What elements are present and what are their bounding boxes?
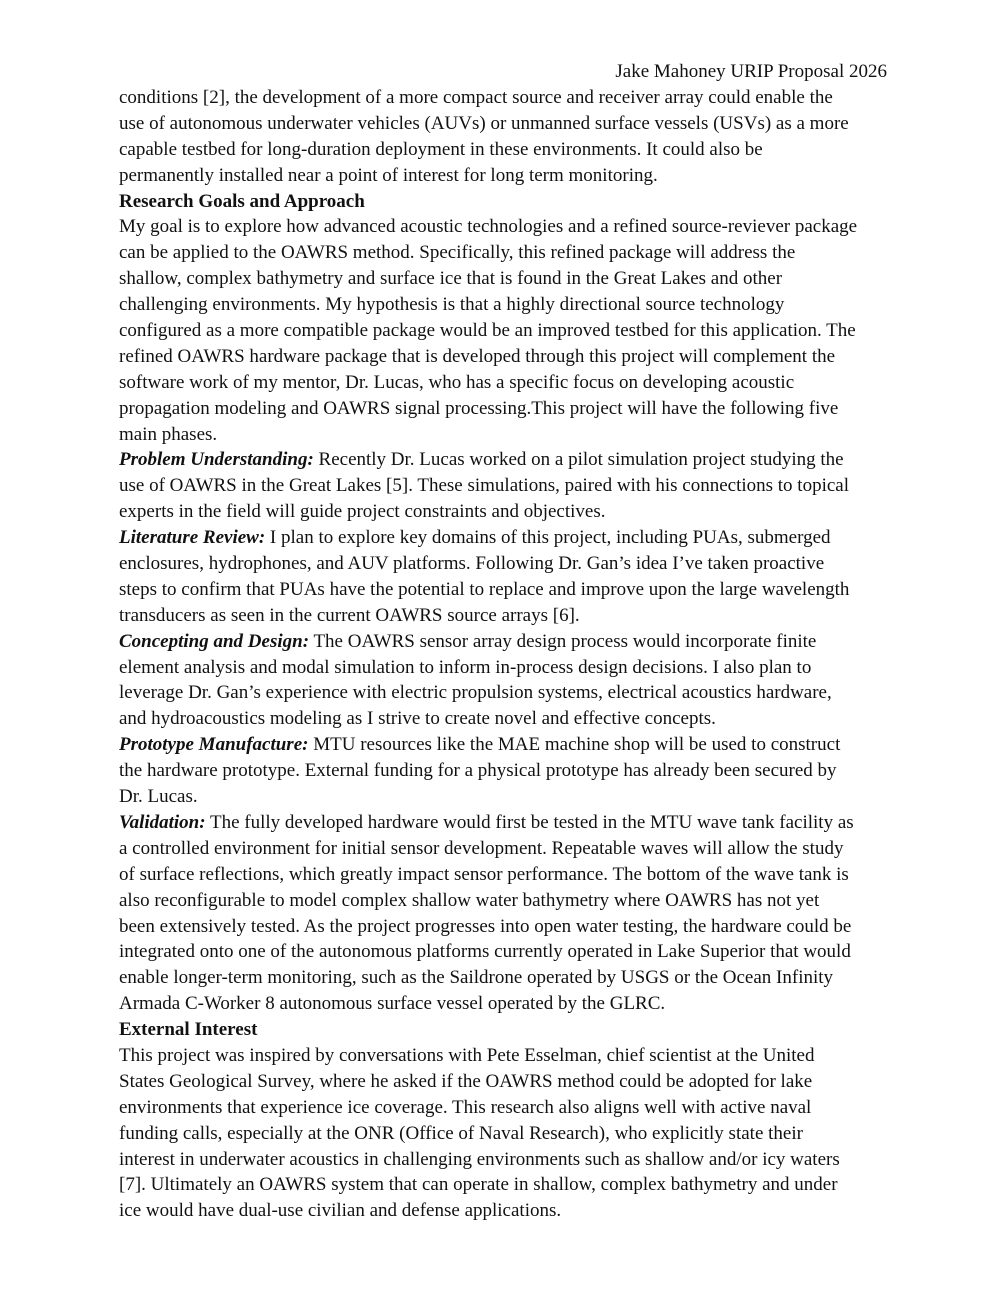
text-line: steps to confirm that PUAs have the potential to replace and improve upon the large wavelength <box>119 578 850 600</box>
phase-text: Recently Dr. Lucas worked on a pilot simulation project studying the <box>313 449 844 471</box>
phase-label: Literature Review: <box>119 527 266 549</box>
document-body <box>119 85 889 1224</box>
phase-text: The OAWRS sensor array design process would incorporate finite <box>309 630 817 652</box>
phase-problem-understanding <box>119 447 889 525</box>
phase-validation <box>119 810 889 1017</box>
text-line: shallow, complex bathymetry and surface ice that is found in the Great Lakes and other <box>119 268 783 290</box>
text-line: This project was inspired by conversations with Pete Esselman, chief scientist at the United <box>119 1044 815 1066</box>
text-line: My goal is to explore how advanced acoustic technologies and a refined source-reviever package <box>119 216 858 238</box>
text-line: use of OAWRS in the Great Lakes [5]. These simulations, paired with his connections to topical <box>119 475 849 497</box>
phase-literature-review <box>119 525 889 629</box>
text-line: [7]. Ultimately an OAWRS system that can operate in shallow, complex bathymetry and under <box>119 1174 838 1196</box>
text-line: use of autonomous underwater vehicles (AUVs) or unmanned surface vessels (USVs) as a more <box>119 112 849 134</box>
phase-text: MTU resources like the MAE machine shop will be used to construct <box>308 734 841 756</box>
phase-label: Prototype Manufacture: <box>119 734 309 756</box>
text-line: element analysis and modal simulation to inform in-process design decisions. I also plan to <box>119 656 812 678</box>
text-line: and hydroacoustics modeling as I strive to create novel and effective concepts. <box>119 708 716 730</box>
phase-label: Validation: <box>119 811 206 833</box>
phase-prototype-manufacture <box>119 732 889 810</box>
text-line: capable testbed for long-duration deployment in these environments. It could also be <box>119 138 763 160</box>
text-line: ice would have dual-use civilian and defense applications. <box>119 1200 562 1222</box>
external-interest-paragraph <box>119 1043 889 1224</box>
phase-text: The fully developed hardware would first be tested in the MTU wave tank facility as <box>205 811 854 833</box>
section-heading-research-goals: Research Goals and Approach <box>119 190 365 212</box>
text-line: Dr. Lucas. <box>119 786 198 808</box>
text-line: transducers as seen in the current OAWRS source arrays [6]. <box>119 604 580 626</box>
phase-concepting-design <box>119 629 889 733</box>
text-line: propagation modeling and OAWRS signal processing.This project will have the following five <box>119 397 839 419</box>
running-header: Jake Mahoney URIP Proposal 2026 <box>615 61 887 82</box>
text-line: environments that experience ice coverage. This research also aligns well with active naval <box>119 1096 812 1118</box>
text-line: leverage Dr. Gan’s experience with electric propulsion systems, electrical acoustics hardware, <box>119 682 832 704</box>
text-line <box>119 732 889 758</box>
text-line <box>119 810 889 836</box>
text-line <box>119 629 889 655</box>
text-line: integrated onto one of the autonomous platforms currently operated in Lake Superior that would <box>119 941 851 963</box>
intro-paragraph <box>119 85 889 189</box>
phase-text: I plan to explore key domains of this project, including PUAs, submerged <box>265 527 831 549</box>
text-line: been extensively tested. As the project progresses into open water testing, the hardware could be <box>119 915 852 937</box>
text-line: can be applied to the OAWRS method. Specifically, this refined package will address the <box>119 242 796 264</box>
text-line: States Geological Survey, where he asked if the OAWRS method could be adopted for lake <box>119 1070 813 1092</box>
text-line: the hardware prototype. External funding for a physical prototype has already been secured by <box>119 760 837 782</box>
text-line: main phases. <box>119 423 218 445</box>
text-line: also reconfigurable to model complex shallow water bathymetry where OAWRS has not yet <box>119 889 820 911</box>
research-goals-paragraph <box>119 214 889 447</box>
text-line: experts in the field will guide project constraints and objectives. <box>119 501 606 523</box>
text-line: Armada C-Worker 8 autonomous surface vessel operated by the GLRC. <box>119 993 666 1015</box>
text-line <box>119 447 889 473</box>
text-line: challenging environments. My hypothesis is that a highly directional source technology <box>119 294 785 316</box>
text-line: a controlled environment for initial sensor development. Repeatable waves will allow the study <box>119 837 844 859</box>
phase-label: Concepting and Design: <box>119 630 310 652</box>
phase-label: Problem Understanding: <box>119 449 314 471</box>
text-line <box>119 525 889 551</box>
text-line: of surface reflections, which greatly impact sensor performance. The bottom of the wave tank is <box>119 863 849 885</box>
text-line: configured as a more compatible package would be an improved testbed for this application. The <box>119 320 856 342</box>
section-heading-external-interest: External Interest <box>119 1019 258 1041</box>
text-line: enable longer-term monitoring, such as the Saildrone operated by USGS or the Ocean Infinity <box>119 967 834 989</box>
text-line: permanently installed near a point of interest for long term monitoring. <box>119 164 658 186</box>
text-line: refined OAWRS hardware package that is developed through this project will complement the <box>119 345 836 367</box>
text-line: conditions [2], the development of a more compact source and receiver array could enable the <box>119 87 833 108</box>
text-line: enclosures, hydrophones, and AUV platforms. Following Dr. Gan’s idea I’ve taken proactive <box>119 553 825 575</box>
text-line: interest in underwater acoustics in challenging environments such as shallow and/or icy waters <box>119 1148 840 1170</box>
text-line: funding calls, especially at the ONR (Office of Naval Research), who explicitly state their <box>119 1122 803 1144</box>
text-line: software work of my mentor, Dr. Lucas, who has a specific focus on developing acoustic <box>119 371 795 393</box>
